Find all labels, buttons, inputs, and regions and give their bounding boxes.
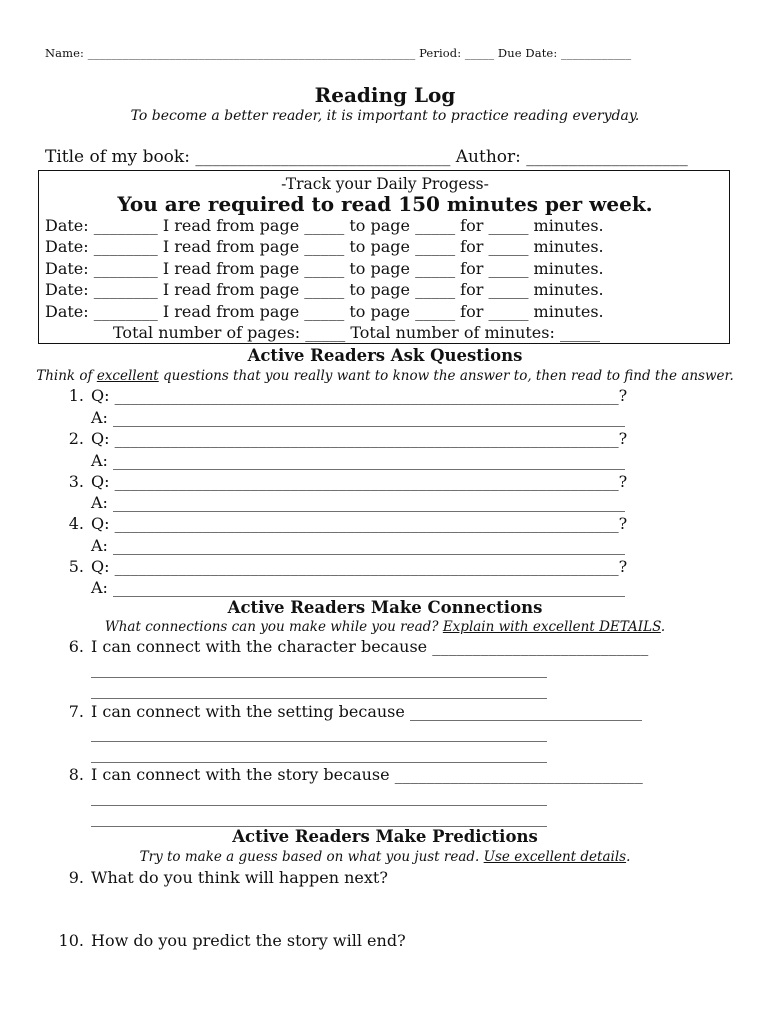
question-line[interactable]: Q: _______________________________________________________________? (91, 429, 628, 448)
questions-heading: Active Readers Ask Questions (247, 346, 523, 365)
predictions-heading: Active Readers Make Predictions (232, 827, 538, 846)
item-number: 8. (68, 765, 84, 784)
date-row[interactable]: Date: ________ I read from page _____ to page _____ for _____ minutes. (45, 237, 604, 256)
date-row[interactable]: Date: ________ I read from page _____ to page _____ for _____ minutes. (45, 302, 604, 321)
instr-emphasis: Use excellent details (483, 849, 627, 865)
requirement-text: You are required to read 150 minutes per week. (117, 192, 653, 216)
instr-pre: Try to make a guess based on what you just read. (139, 849, 484, 865)
answer-line[interactable]: A: ________________________________________________________________ (91, 536, 626, 555)
answer-line[interactable]: A: ________________________________________________________________ (91, 493, 626, 512)
date-row[interactable]: Date: ________ I read from page _____ to page _____ for _____ minutes. (45, 259, 604, 278)
item-number: 4. (68, 514, 84, 533)
writing-line[interactable]: _________________________________________________________ (91, 744, 547, 763)
item-number: 5. (68, 557, 84, 576)
prediction-prompt: How do you predict the story will end? (91, 931, 406, 950)
instr-emphasis: Explain with excellent DETAILS (442, 619, 661, 635)
questions-instructions (0, 368, 770, 384)
instr-post: . (626, 849, 631, 865)
writing-line[interactable]: _________________________________________________________ (91, 723, 547, 742)
daily-progress-box (38, 170, 730, 344)
writing-line[interactable]: _________________________________________________________ (91, 659, 547, 678)
item-number: 7. (68, 702, 84, 721)
answer-line[interactable]: A: ________________________________________________________________ (91, 578, 626, 597)
question-line[interactable]: Q: _______________________________________________________________? (91, 514, 628, 533)
writing-line[interactable]: _________________________________________________________ (91, 808, 547, 827)
connections-heading: Active Readers Make Connections (227, 598, 543, 617)
prediction-prompt: What do you think will happen next? (91, 868, 388, 887)
page-title: Reading Log (314, 83, 456, 107)
item-number: 10. (58, 931, 84, 950)
book-title-author-line[interactable]: Title of my book: ______________________________ Author: ___________________ (45, 147, 688, 167)
item-number: 2. (68, 429, 84, 448)
instr-post: . (660, 619, 666, 635)
connection-prompt[interactable]: I can connect with the setting because _____________________________ (91, 702, 642, 721)
question-line[interactable]: Q: _______________________________________________________________? (91, 557, 628, 576)
totals-row[interactable]: Total number of pages: _____ Total number of minutes: _____ (113, 323, 600, 342)
connection-prompt[interactable]: I can connect with the story because _______________________________ (91, 765, 643, 784)
date-row[interactable]: Date: ________ I read from page _____ to page _____ for _____ minutes. (45, 280, 604, 299)
writing-line[interactable]: _________________________________________________________ (91, 787, 547, 806)
writing-line[interactable]: _________________________________________________________ (91, 680, 547, 699)
question-line[interactable]: Q: _______________________________________________________________? (91, 386, 628, 405)
instr-post: questions that you really want to know the answer to, then read to find the answer. (158, 368, 734, 384)
item-number: 9. (68, 868, 84, 887)
question-line[interactable]: Q: _______________________________________________________________? (91, 472, 628, 491)
date-row[interactable]: Date: ________ I read from page _____ to page _____ for _____ minutes. (45, 216, 604, 235)
connection-prompt[interactable]: I can connect with the character because ___________________________ (91, 637, 649, 656)
connections-instructions (0, 619, 770, 635)
page-subtitle: To become a better reader, it is important to practice reading everyday. (130, 108, 640, 124)
instr-pre: What connections can you make while you read? (104, 619, 443, 635)
item-number: 1. (68, 386, 84, 405)
item-number: 3. (68, 472, 84, 491)
predictions-instructions (0, 849, 770, 865)
answer-line[interactable]: A: ________________________________________________________________ (91, 408, 626, 427)
instr-emphasis: excellent (96, 368, 159, 384)
instr-pre: Think of (36, 368, 97, 384)
name-period-date-line[interactable]: Name: ________________________________________________________ Period: _____ Due Date: ____________ (45, 46, 632, 60)
track-title: -Track your Daily Progess- (281, 175, 489, 193)
answer-line[interactable]: A: ________________________________________________________________ (91, 451, 626, 470)
item-number: 6. (68, 637, 84, 656)
